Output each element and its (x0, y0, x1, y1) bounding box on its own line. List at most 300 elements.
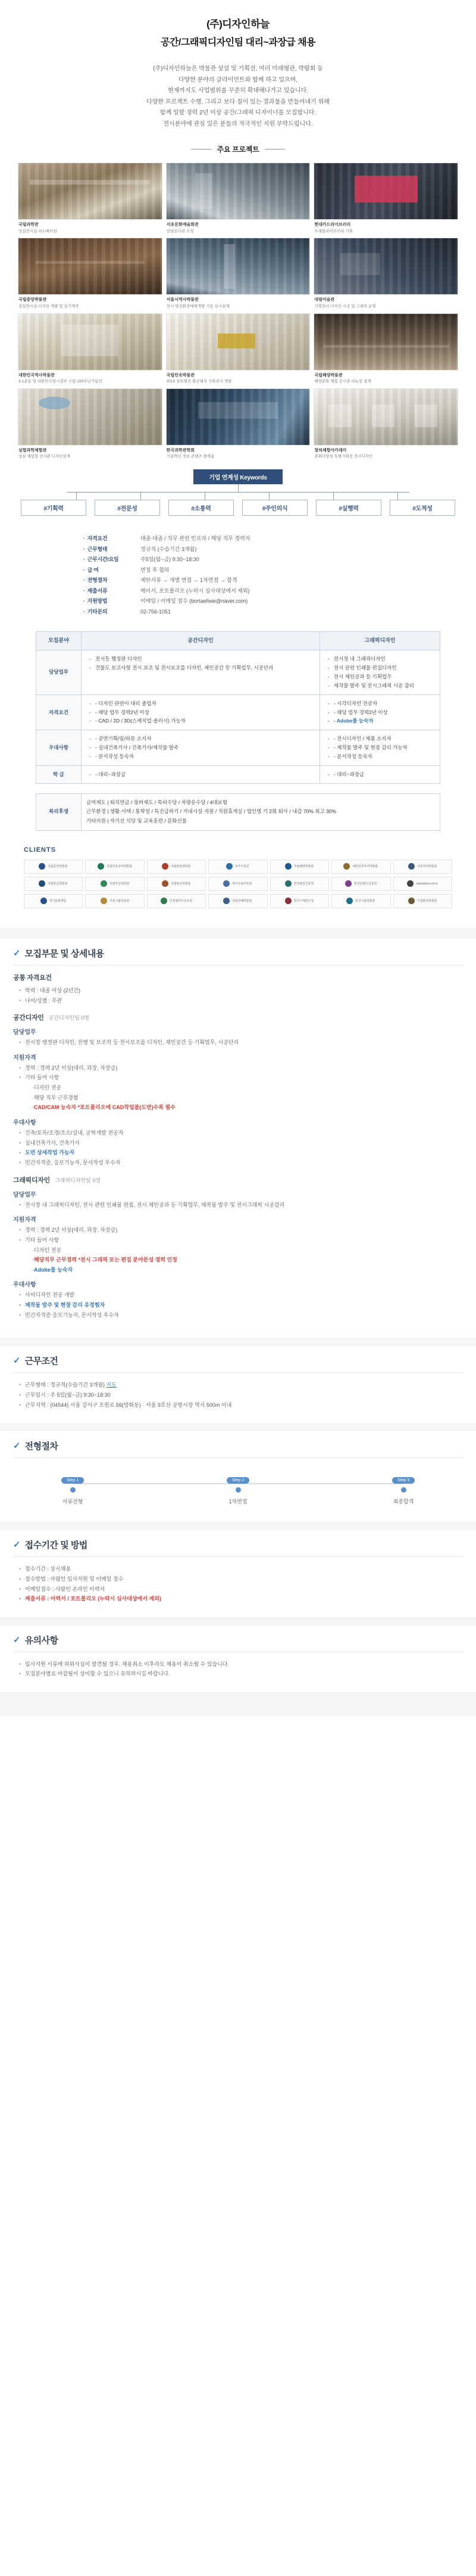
list-item: - 해당직무 근무경력 *전시 그래픽 또는 편집 분야문성 경력 인정 (32, 1255, 463, 1265)
project-card[interactable] (314, 163, 458, 234)
info-key: · 기타문의 (83, 607, 140, 618)
duty-label: 담당업무 (13, 1029, 36, 1036)
sub-title: 공간디자인 (13, 1014, 44, 1022)
project-desc: 기술혁신 정보 콘텐츠 플랫폼 (166, 454, 215, 459)
info-key: · 근무형태 (83, 544, 140, 555)
client-logo (331, 859, 390, 874)
step-item (368, 1476, 439, 1505)
common-list (13, 986, 463, 1005)
caution-block (0, 1625, 476, 1692)
project-card[interactable] (166, 163, 311, 234)
row-graphic (320, 650, 440, 695)
list-item: - CAD/CAM 능숙자 *포트폴리오에 CAD작업볼(도면)수록 필수 (32, 1102, 463, 1113)
row-graphic (320, 765, 440, 783)
company-info-row (83, 607, 393, 618)
client-name: AMOREPACIFIC (415, 882, 438, 886)
list-item: - - 디자인 관련이 대리 졸업자 (92, 699, 315, 708)
client-logo (24, 894, 83, 908)
row-space (82, 650, 320, 695)
welfare-table (36, 793, 440, 831)
list-item: - - 대리~과장급 (92, 770, 315, 779)
project-caption (166, 295, 311, 309)
keyword-chip: #실행력 (316, 500, 381, 516)
client-logo (147, 877, 206, 891)
client-logo (85, 877, 144, 891)
table-row (36, 765, 440, 783)
intro-line: 현재까지도 사업범위를 꾸준히 확대해나가고 있습니다. (167, 88, 309, 94)
info-value: 메이서, 포트폴리오 (누락시 심사대상에서 제외) (140, 587, 250, 594)
company-info-row (83, 575, 393, 586)
check-icon: ✓ (13, 1540, 21, 1550)
email-link[interactable]: 이메일 / 이메일 접수 (bortaefiwe@naver.com) (140, 598, 248, 605)
list-item-label: 기타 들어 사항 (25, 1236, 60, 1243)
work-condition-list (13, 1380, 463, 1410)
project-name: 국립해양박물관 (314, 373, 343, 378)
keyword-chip: #소통력 (168, 500, 234, 516)
project-desc: 상설전시실 디자인 개발 및 집기제작 (18, 304, 79, 309)
list-item: • 학력 : 대졸 이상 (2년간) (20, 986, 463, 996)
list-item: • 제출서류 : 이력서 / 포트폴리오 (누락시 심사대상에서 제외) (20, 1594, 463, 1604)
table-row (36, 650, 440, 695)
row-label: 담당업무 (36, 650, 82, 695)
info-value: 02-756-1051 (140, 608, 171, 615)
project-card[interactable] (166, 238, 311, 309)
project-image (314, 238, 458, 295)
client-logo (147, 859, 206, 874)
project-desc: 문화다양성 특별기획전 전시디자인 (314, 454, 373, 459)
apply-list (13, 1564, 463, 1604)
recruit-detail-block (0, 939, 476, 1338)
duties-col-header: 모집분야 (36, 632, 82, 650)
info-key: · 자격요건 (83, 534, 140, 544)
list-item: • 근무지역 : (04544) 서울 강서구 조원로 56(방화동) · 서울 9호선 공항시장 역서 500m 이내 (20, 1400, 463, 1410)
keywords-row (0, 500, 476, 516)
intro-line: 다양한 분야의 클라이언트와 함께 하고 있으며, (178, 76, 298, 83)
project-desc: 2019 설특별전 황금돼지 기획전시 개발 (166, 379, 232, 384)
nested-list (25, 1083, 463, 1113)
client-name: 대구간송미술관 (232, 882, 252, 886)
project-caption (166, 446, 311, 460)
page-title: 공간/그래픽디자인팀 대리~과장급 채용 (161, 38, 315, 48)
project-card[interactable] (166, 388, 311, 460)
section-title: 모집부문 및 상세내용 (24, 948, 104, 959)
client-logo (331, 894, 390, 908)
company-info-row (83, 586, 393, 597)
preference-label: 우대사항 (13, 1120, 36, 1127)
row-space (82, 765, 320, 783)
list-item: - - 시각디자인 전공자 (330, 699, 435, 708)
info-value: 정규직 (수습기간 3개월) (140, 546, 197, 552)
list-item: - 전시 체인공과 등 기획업무 (330, 672, 435, 681)
keywords-title: 기업 연계성 Keywords (193, 469, 283, 484)
clients-title: CLIENTS (24, 846, 57, 854)
row-space (82, 730, 320, 766)
list-item: - - 대리~과장급 (330, 770, 435, 779)
project-caption (314, 220, 458, 234)
list-item: - - CAD / 2D / 3D(스케치업·솔러시) 가능자 (92, 717, 315, 725)
apply-block (0, 1530, 476, 1617)
company-info-row (83, 565, 393, 576)
info-value: 대졸·대졸 / 직무 관련 인프라 / 해당 직무 경력자 (140, 535, 250, 541)
row-graphic (320, 694, 440, 730)
block-header (13, 1634, 463, 1652)
projects-section-title (0, 144, 476, 154)
preference-list (13, 1290, 463, 1320)
project-card[interactable] (314, 238, 458, 309)
list-item: • 접수기간 : 상시채용 (20, 1564, 463, 1574)
project-card[interactable] (314, 313, 458, 385)
welfare-wrap (0, 784, 476, 831)
client-logo (208, 894, 267, 908)
list-item: • 도면 상세작업 가능자 (20, 1148, 463, 1158)
project-card[interactable] (166, 313, 311, 385)
duty-label: 담당업무 (13, 1191, 36, 1198)
row-graphic (320, 730, 440, 766)
sub-title: 공통 자격요건 (13, 974, 52, 982)
check-icon: ✓ (13, 1356, 21, 1366)
project-caption (314, 295, 458, 309)
row-label: 자격요건 (36, 694, 82, 730)
project-image (166, 313, 311, 370)
list-item: - - 제작물 발주 및 현장 감리 가능자 (330, 743, 435, 752)
list-item: • 모집분야별로 마감될이 상이할 수 있으니 유의하시길 바랍니다. (20, 1669, 463, 1679)
check-icon: ✓ (13, 1634, 21, 1645)
project-caption (166, 370, 311, 385)
check-icon: ✓ (13, 1441, 21, 1451)
step-dot (401, 1487, 406, 1493)
list-item: - 전시정 내 그래픽디자인 (330, 655, 435, 664)
qualification-label: 지원자격 (13, 1217, 36, 1224)
keywords-section (0, 463, 476, 518)
duties-table-wrap (0, 617, 476, 783)
client-logo (85, 894, 144, 908)
step-label: 1차면접 (228, 1499, 248, 1505)
list-item: - - 해당 업무 경력2년 이상 (92, 708, 315, 717)
list-item-label: 근무형태 : 정규직(수습기간 3개월) (25, 1382, 105, 1388)
project-card[interactable] (18, 163, 162, 234)
company-info-row (83, 555, 393, 565)
project-caption (166, 220, 311, 234)
client-name: 수원화성박물관 (416, 899, 437, 904)
project-caption (314, 370, 458, 385)
detail-content-area (0, 928, 476, 1716)
list-item: • 건축/토목/조경/조소/실내, 공학개발 전공자 (20, 1128, 463, 1138)
nested-list (25, 1245, 463, 1275)
welfare-line: 금여제도 | 퇴직연금 / 장려제도 / 특히수당 / 차량운수당 / 4대보험 (86, 799, 228, 805)
client-name: 인천광역시교육청 (169, 899, 192, 904)
projects-row (18, 163, 458, 234)
project-caption (18, 370, 162, 385)
project-image (166, 238, 311, 295)
block-header (13, 1440, 463, 1458)
project-card[interactable] (18, 388, 162, 460)
list-item (20, 1073, 463, 1113)
check-icon: ✓ (13, 948, 21, 958)
client-logo (270, 894, 329, 908)
project-name: 서초문화예술회관 (166, 223, 199, 227)
project-caption (18, 220, 162, 234)
project-desc: 상설 체험형 전시관 디자인설계 (18, 454, 71, 459)
info-key: · 제출서류 (83, 586, 140, 597)
qualification-list (13, 1063, 463, 1113)
section-title: 유의사항 (24, 1635, 58, 1646)
projects-row (18, 238, 458, 309)
work-condition-block (0, 1346, 476, 1423)
project-image (18, 163, 162, 220)
project-caption (314, 446, 458, 460)
duties-col-header: 공간디자인 (82, 632, 320, 650)
project-image (18, 388, 162, 446)
list-item: - 디자인 전공 (32, 1245, 463, 1256)
clients-section (0, 831, 476, 917)
client-logo (147, 894, 206, 908)
section-title: 전형절차 (24, 1441, 58, 1452)
client-name: 국립중앙박물관 (48, 865, 68, 869)
list-item: - - 공연기획/및/하문 소지자 (92, 734, 315, 743)
client-logo (208, 859, 267, 874)
project-image (18, 238, 162, 295)
client-logo (393, 859, 452, 874)
list-item (20, 1380, 463, 1390)
step-label: 서류전형 (62, 1499, 83, 1505)
step-badge: Step 1 (61, 1477, 84, 1484)
list-item: • 사이디자인 전공 개발 (20, 1290, 463, 1300)
client-name: 대한민국역사박물관 (352, 865, 378, 869)
list-item: • 나이/성별 : 무관 (20, 996, 463, 1006)
clients-row (24, 894, 452, 908)
list-item: • 전시장 내 그래픽디자인, 전시 관련 인쇄물 편집, 전시 체인공과 등 기획업무, 제작물 발주 및 전시그래픽 시공감리 (20, 1200, 463, 1210)
intro-line: 전시분야에 관심 있은 분들의 적극적인 지원 부탁드립니다. (163, 120, 313, 127)
info-value[interactable] (140, 596, 393, 607)
sub-header (13, 1013, 463, 1022)
project-name: 대한민국역사박물관 (18, 373, 55, 378)
block-header (13, 947, 463, 965)
keyword-chip: #주인의식 (242, 500, 308, 516)
project-name: 국립민속박물관 (166, 373, 195, 378)
block-header (13, 1538, 463, 1557)
list-item: • 제작물 발주 및 현장 감리 유경험자 (20, 1300, 463, 1310)
table-row (36, 694, 440, 730)
list-item: - - 해당 업무 경력2년 이상 (330, 708, 435, 717)
client-name: 국립부산과학관 (109, 882, 129, 886)
company-info-row (83, 534, 393, 544)
clients-row (24, 877, 452, 891)
list-item: - Adobe툴 능숙자 (32, 1265, 463, 1275)
intro-line: 함께 일할 경력 2년 이상 공간/그래픽 디자이너를 모집합니다. (159, 110, 317, 116)
project-desc: 상설전시관 조성 (166, 229, 194, 233)
list-item: • 민간자격증, 응모기능자, 문서작성 우수자 (20, 1158, 463, 1168)
client-name: 국립해양박물관 (293, 865, 314, 869)
info-key: · 지원방법 (83, 596, 140, 607)
table-row (36, 730, 440, 766)
steps-inner (37, 1476, 439, 1505)
client-logo (393, 877, 452, 891)
preference-label: 우대사항 (13, 1282, 36, 1289)
duties-header-row (36, 632, 440, 650)
project-image (166, 388, 311, 446)
table-row (36, 793, 440, 830)
info-value: 제한서류 → 개별 면접 → 1차면접 → 합격 (140, 577, 237, 584)
sub-header (13, 973, 463, 982)
list-item: - - 실내건축기사 / 건축기사/제작물 발주 (92, 743, 315, 752)
project-image (18, 313, 162, 370)
project-caption (18, 446, 162, 460)
client-logo (393, 894, 452, 908)
client-name: 국립한글박물관 (48, 882, 68, 886)
list-item: • 경력 : 경력 2년 이상(대리, 과장, 차장급) (20, 1225, 463, 1235)
project-card[interactable] (18, 313, 162, 385)
keyword-chip: #전문성 (95, 500, 160, 516)
company-name: (주)디자인하늘 (206, 18, 270, 30)
sub-meta: 공간디자인팀 0명 (48, 1015, 90, 1021)
project-name: 국립중앙박물관 (18, 298, 47, 303)
row-space (82, 694, 320, 730)
client-name: 국립과천과학관 (170, 865, 191, 869)
project-name: 현대카드라이브러리 (314, 223, 351, 227)
project-desc: 해양문화 체험 전시관 리뉴얼 설계 (314, 379, 371, 384)
client-logo (270, 877, 329, 891)
welfare-content (82, 793, 440, 830)
info-key: · 근무시간/요일 (83, 555, 140, 565)
project-card[interactable] (18, 238, 162, 309)
block-header (13, 1354, 463, 1373)
page-header (0, 0, 476, 53)
step-dot (236, 1487, 241, 1493)
info-key: · 전형절차 (83, 575, 140, 586)
intro-paragraph (0, 64, 476, 130)
info-key: · 급 여 (83, 565, 140, 576)
project-name: 창의체험아카데미 (314, 448, 347, 453)
list-item: - - 전시디자인 / 제품 소지자 (330, 734, 435, 743)
project-caption (18, 295, 162, 309)
project-image (314, 313, 458, 370)
list-item: - 제작물 발주 및 전시그래픽 시공 감리 (330, 681, 435, 690)
caution-list (13, 1659, 463, 1679)
info-value: 면접 후 협의 (140, 566, 170, 573)
list-item: - - 문서작성 등숙자 (92, 752, 315, 761)
section-title: 접수기간 및 방법 (24, 1540, 87, 1551)
project-desc: 3·1운동 및 대한민국임시정부 수립 100주년기념전 (18, 379, 102, 384)
step-item (202, 1476, 274, 1505)
sub-header (13, 1175, 463, 1185)
client-name: 서울역사박물관 (416, 865, 437, 869)
list-item-label: 기타 들어 사항 (25, 1074, 60, 1081)
section-title: 근무조건 (24, 1356, 58, 1367)
projects-title-text: 주요 프로젝트 (217, 145, 259, 154)
project-desc: 상설전시실 리노베이션 (18, 229, 57, 233)
list-item: - 전시 관련 인쇄물 편집디자인 (330, 664, 435, 672)
list-item: - 전시등 행정판 디자인 (92, 655, 315, 664)
client-name: 국립광주박물관 (170, 882, 191, 886)
list-item: • 근무일시 : 주 5일(월~금) 9:30~18:30 (20, 1390, 463, 1400)
project-image (314, 163, 458, 220)
client-logo (270, 859, 329, 874)
step-label: 최종합격 (393, 1499, 414, 1505)
space-design-position (13, 1013, 463, 1167)
client-logo (24, 877, 83, 891)
preference-list (13, 1128, 463, 1168)
project-name: 실험과학체험관 (18, 448, 47, 453)
sub-meta: 그래픽디자인팀 0명 (54, 1177, 101, 1183)
company-info-row (83, 596, 393, 607)
intro-line: 다양한 프로젝트 수행, 그리고 보다 질이 있는 결과물을 만들어내기 위해 (146, 98, 330, 105)
process-steps (13, 1465, 463, 1511)
common-qualification (13, 973, 463, 1005)
duty-list (13, 1200, 463, 1210)
project-desc: 트래블라이브러리 기획 (314, 229, 353, 233)
keyword-chip: #도적성 (390, 500, 455, 516)
row-label: 우대사항 (36, 730, 82, 766)
qualification-list (13, 1225, 463, 1275)
client-name: 한국콘텐츠진흥원 (353, 882, 377, 886)
step-badge: Step 2 (227, 1477, 249, 1484)
company-info-row (83, 544, 393, 555)
keyword-chip: #기획력 (21, 500, 86, 516)
list-item: • 경력 : 경력 2년 이상(대리, 과장, 차장급) (20, 1063, 463, 1073)
client-name: 국립민속국악박물관 (106, 865, 132, 869)
qualification-label: 지원자격 (13, 1054, 36, 1061)
list-item: - - Adobe툴 능숙자 (330, 717, 435, 725)
projects-row (18, 388, 458, 460)
info-value: 주5일(월~금) 9:30~18:30 (140, 556, 199, 563)
map-link[interactable]: 지도 (106, 1382, 117, 1388)
duty-list (13, 1038, 463, 1048)
client-logo (331, 877, 390, 891)
client-name: 국가기록원 (235, 865, 249, 869)
project-desc: 전시 영상환경매체개발 기본 실시설계 (166, 304, 230, 309)
list-item: • 입사지원 서류에 허위사실이 발견될 경우, 채용취소 이후라도 채용이 취소될 수 있습니다. (20, 1659, 463, 1669)
duties-table (36, 631, 440, 783)
welfare-label: 복리후생 (36, 793, 82, 830)
sub-title: 그래픽디자인 (13, 1176, 50, 1184)
project-name: 대림미술관 (314, 298, 335, 303)
list-item: - 디자인 전공 (32, 1083, 463, 1093)
list-item: - - 문서작성 등숙자 (330, 752, 435, 761)
process-block (0, 1431, 476, 1522)
projects-grid (0, 163, 476, 460)
client-name: 부산시립박물관 (355, 899, 375, 904)
intro-line: (주)디자인하늘은 박물관 상설 및 기획전, 여러 미래형관, 박람회 등 (153, 66, 323, 72)
list-item: - 해당 직무 근무경험 (32, 1093, 463, 1103)
clients-row (24, 859, 452, 874)
welfare-line: 기타지원 | 자기선 식당 및 교육훈련 / 문화선물 (86, 818, 187, 824)
client-name: 경기문화재단 (49, 899, 66, 904)
project-name: 한국과학관학회 (166, 448, 195, 453)
keywords-tree (0, 484, 476, 500)
client-name: 국립김해박물관 (232, 899, 252, 904)
list-item: • 접수방법 : 사람인 입사지원 및 이메일 접수 (20, 1574, 463, 1584)
step-item (37, 1476, 108, 1505)
list-item: • 전시장 행정판 디자인, 진행 및 보조작 등 전시보조를 디자인, 체인공간 등 기획업무, 시공단리 (20, 1038, 463, 1048)
project-image (166, 163, 311, 220)
project-image (314, 388, 458, 446)
client-logo (85, 859, 144, 874)
client-name: 한국광업진흥원 (293, 882, 314, 886)
project-name: 국립과학관 (18, 223, 39, 227)
list-item: • 실내건축기사, 건축기사 (20, 1138, 463, 1148)
client-logo (24, 859, 83, 874)
graphic-design-position (13, 1175, 463, 1320)
list-item (20, 1235, 463, 1275)
row-label: 학 급 (36, 765, 82, 783)
company-info-list (83, 534, 393, 617)
client-name: 한국기계연구원 (293, 899, 314, 904)
list-item: • 민간자격증 응모기능자, 문서작성 우수자 (20, 1310, 463, 1320)
project-name: 서울시역사박물관 (166, 298, 199, 303)
duties-col-header: 그래픽디자인 (320, 632, 440, 650)
project-card[interactable] (314, 388, 458, 460)
client-name: 서울시립미술관 (109, 899, 129, 904)
